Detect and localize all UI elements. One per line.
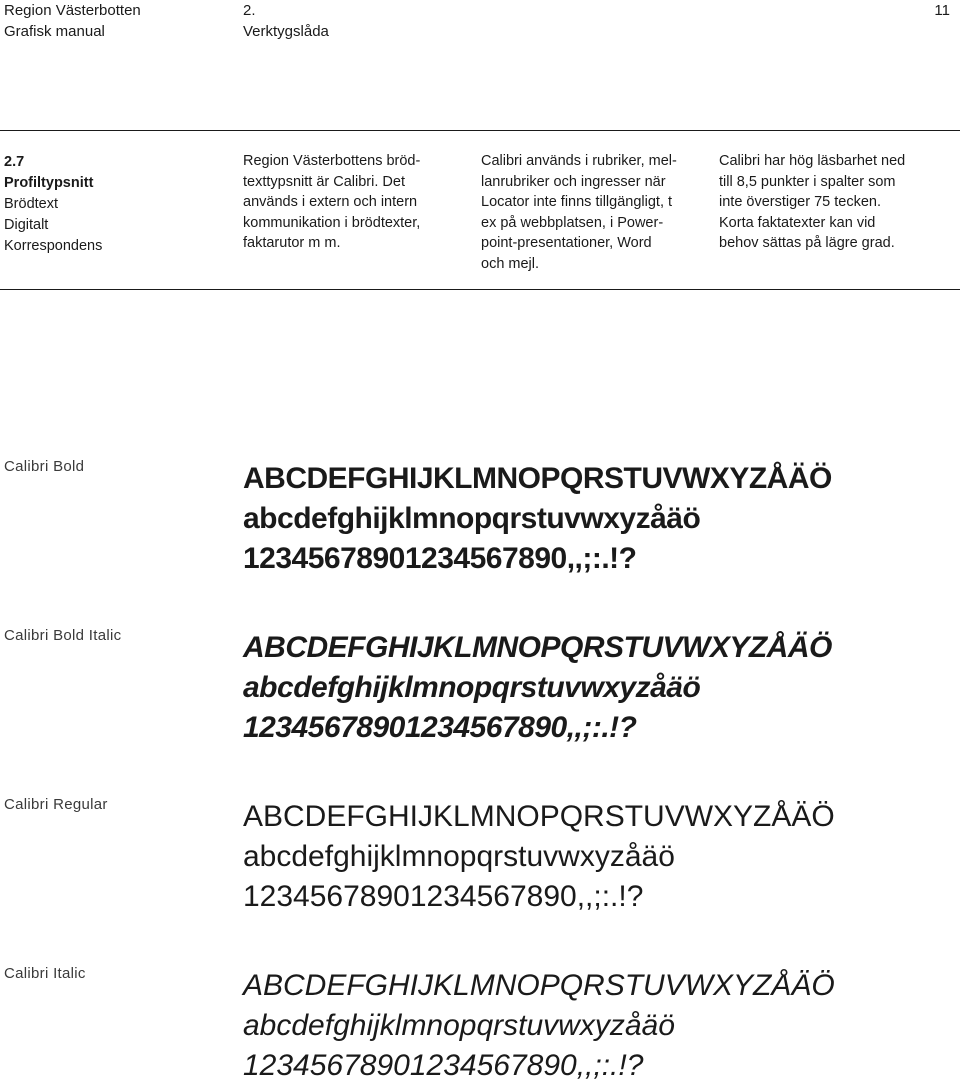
section-title: Profiltypsnitt bbox=[4, 175, 94, 191]
body-line: och mejl. bbox=[481, 255, 540, 272]
section-heading bbox=[4, 152, 102, 257]
body-line: Locator inte finns tillgängligt, t bbox=[481, 194, 673, 210]
header-org-block bbox=[4, 0, 141, 42]
body-line: ex på webbplatsen, i Power- bbox=[481, 214, 664, 231]
page-number: 11 bbox=[934, 2, 950, 19]
sample-line-digits: 12345678901234567890,,;:.!? bbox=[243, 1049, 644, 1082]
sample-label-regular: Calibri Regular bbox=[4, 796, 108, 813]
body-line: behov sättas på lägre grad. bbox=[719, 235, 895, 251]
sample-bold bbox=[243, 459, 832, 579]
sample-bold-italic bbox=[243, 628, 832, 748]
body-line: Calibri har hög läsbarhet ned bbox=[719, 153, 906, 169]
section-item: Korrespondens bbox=[4, 238, 103, 254]
sample-regular bbox=[243, 797, 835, 917]
header-org: Region Västerbotten bbox=[4, 2, 141, 19]
body-line: kommunikation i brödtexter, bbox=[243, 214, 421, 231]
sample-line-uppercase: ABCDEFGHIJKLMNOPQRSTUVWXYZÅÄÖ bbox=[243, 800, 835, 833]
body-line: Region Västerbottens bröd- bbox=[243, 153, 421, 169]
body-line: point-presentationer, Word bbox=[481, 235, 652, 251]
sample-line-uppercase: ABCDEFGHIJKLMNOPQRSTUVWXYZÅÄÖ bbox=[243, 969, 835, 1002]
sample-line-uppercase: ABCDEFGHIJKLMNOPQRSTUVWXYZÅÄÖ bbox=[243, 631, 832, 664]
body-column-3 bbox=[719, 151, 955, 254]
section-number: 2.7 bbox=[4, 154, 25, 170]
sample-line-lowercase: abcdefghijklmnopqrstuvwxyzåäö bbox=[243, 1009, 675, 1042]
section-divider bbox=[0, 289, 960, 290]
sample-line-uppercase: ABCDEFGHIJKLMNOPQRSTUVWXYZÅÄÖ bbox=[243, 462, 832, 495]
header-chapter-number: 2. bbox=[243, 2, 256, 19]
sample-label-italic: Calibri Italic bbox=[4, 965, 86, 982]
sample-line-digits: 12345678901234567890,,;:.!? bbox=[243, 880, 644, 913]
sample-italic bbox=[243, 966, 835, 1086]
body-line: används i extern och intern bbox=[243, 194, 418, 210]
body-column-2 bbox=[481, 151, 706, 274]
body-line: Korta faktatexter kan vid bbox=[719, 214, 876, 231]
body-line: faktarutor m m. bbox=[243, 235, 341, 251]
header-doc: Grafisk manual bbox=[4, 23, 105, 40]
body-line: inte överstiger 75 tecken. bbox=[719, 194, 882, 210]
sample-label-bold: Calibri Bold bbox=[4, 458, 85, 475]
header-chapter-block bbox=[243, 0, 329, 42]
body-line: texttypsnitt är Calibri. Det bbox=[243, 173, 405, 190]
section-item: Digitalt bbox=[4, 217, 49, 233]
section-item: Brödtext bbox=[4, 196, 58, 212]
sample-line-lowercase: abcdefghijklmnopqrstuvwxyzåäö bbox=[243, 502, 701, 535]
sample-line-lowercase: abcdefghijklmnopqrstuvwxyzåäö bbox=[243, 840, 675, 873]
sample-label-bold-italic: Calibri Bold Italic bbox=[4, 627, 122, 644]
top-divider bbox=[0, 130, 960, 131]
sample-line-digits: 12345678901234567890,,;:.!? bbox=[243, 542, 637, 575]
body-column-1 bbox=[243, 151, 463, 254]
sample-line-lowercase: abcdefghijklmnopqrstuvwxyzåäö bbox=[243, 671, 701, 704]
sample-line-digits: 12345678901234567890,,;:.!? bbox=[243, 711, 637, 744]
body-line: Calibri används i rubriker, mel- bbox=[481, 153, 677, 169]
header-chapter-title: Verktygslåda bbox=[243, 23, 329, 40]
body-line: lanrubriker och ingresser när bbox=[481, 173, 666, 190]
body-line: till 8,5 punkter i spalter som bbox=[719, 173, 896, 190]
